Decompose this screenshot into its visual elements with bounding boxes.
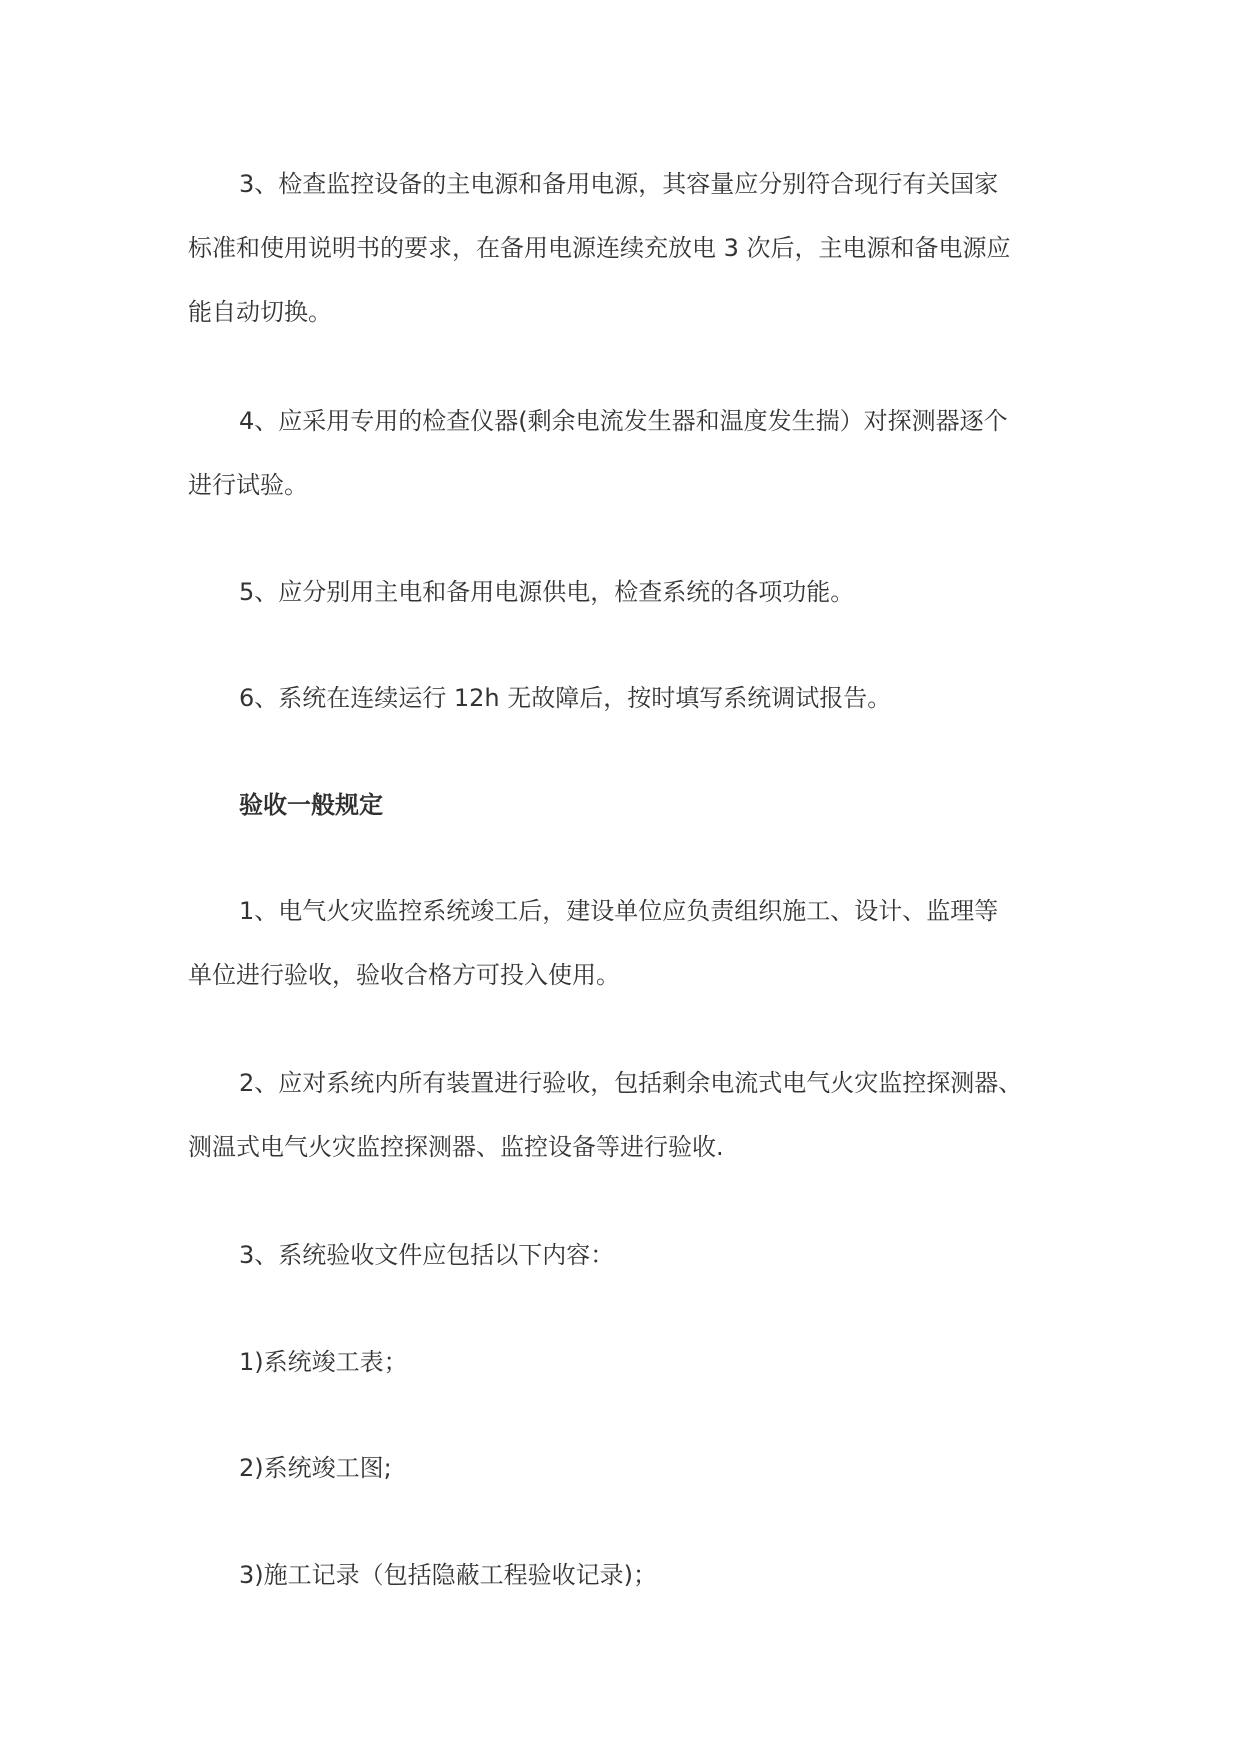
acceptance-2-line-2: 测温式电气火灾监控探测器、监控设备等进行验收. <box>188 1133 724 1161</box>
paragraph-3-line-3: 能自动切换。 <box>188 298 332 326</box>
acceptance-2-line-1: 2、应对系统内所有装置进行验收，包括剩余电流式电气火灾监控探测器、 <box>239 1069 1023 1097</box>
acceptance-3: 3、系统验收文件应包括以下内容： <box>239 1241 615 1269</box>
acceptance-1-line-2: 单位进行验收，验收合格方可投入使用。 <box>188 961 620 989</box>
section-heading: 验收一般规定 <box>239 791 383 819</box>
list-item-2: 2)系统竣工图; <box>239 1454 392 1482</box>
paragraph-3-line-1: 3、检查监控设备的主电源和备用电源，其容量应分别符合现行有关国家 <box>239 170 999 198</box>
list-item-1: 1)系统竣工表； <box>239 1348 408 1376</box>
list-item-3: 3)施工记录（包括隐蔽工程验收记录)； <box>239 1561 657 1589</box>
paragraph-4-line-2: 进行试验。 <box>188 471 308 499</box>
paragraph-6: 6、系统在连续运行 12h 无故障后，按时填写系统调试报告。 <box>239 684 892 712</box>
paragraph-5: 5、应分别用主电和备用电源供电，检查系统的各项功能。 <box>239 578 855 606</box>
acceptance-1-line-1: 1、电气火灾监控系统竣工后，建设单位应负责组织施工、设计、监理等 <box>239 897 999 925</box>
paragraph-3-line-2: 标准和使用说明书的要求，在备用电源连续充放电 3 次后，主电源和备电源应 <box>188 234 1011 262</box>
paragraph-4-line-1: 4、应采用专用的检查仪器(剩余电流发生器和温度发生揣）对探测器逐个 <box>239 407 1008 435</box>
